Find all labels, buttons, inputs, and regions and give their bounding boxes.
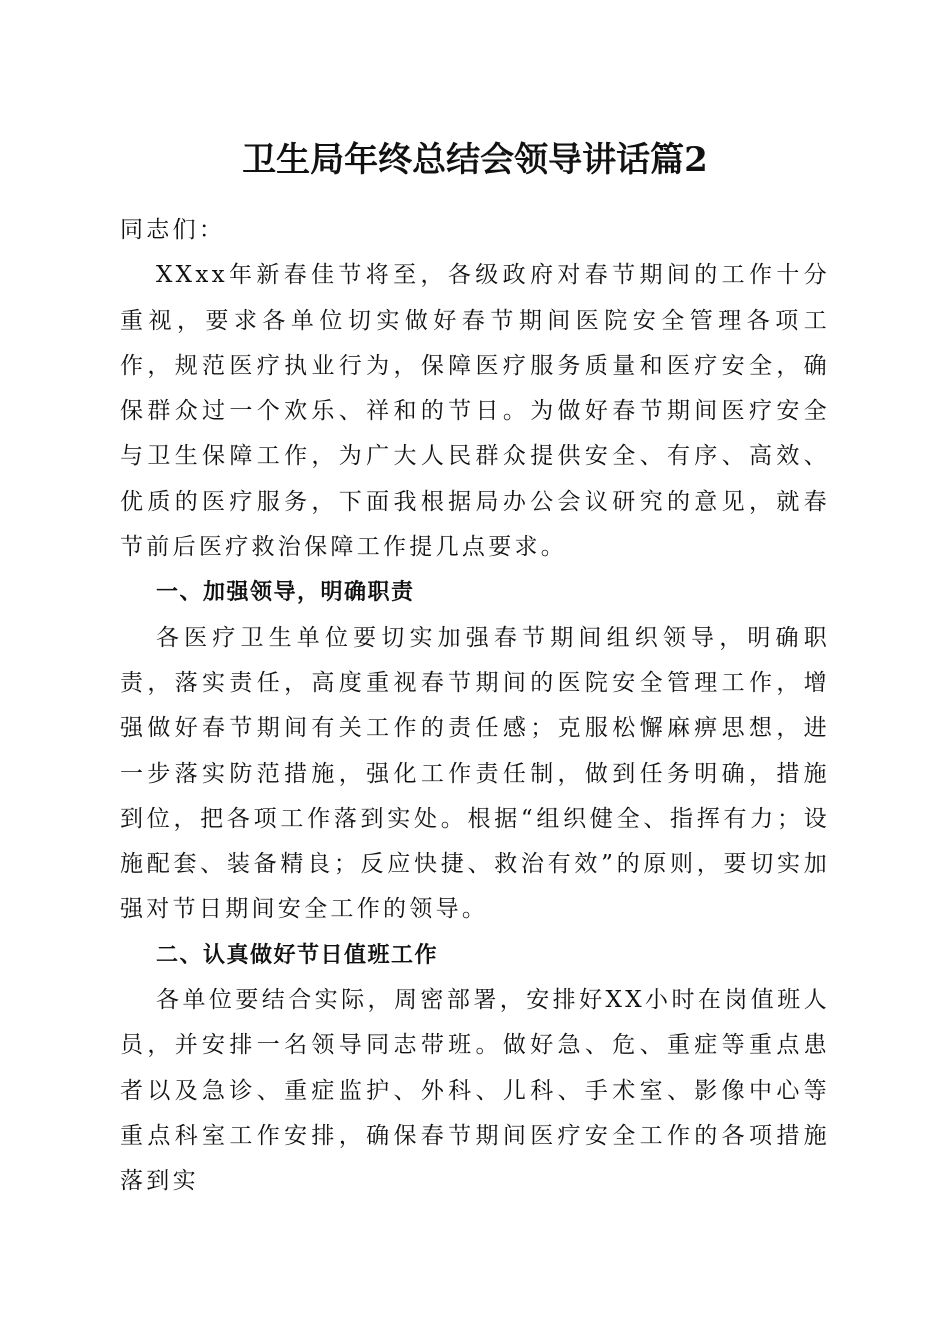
section-paragraph-2: 各单位要结合实际，周密部署，安排好XX小时在岗值班人员，并安排一名领导同志带班。做好急、危、重症等重点患者以及急诊、重症监护、外科、儿科、手术室、影像中心等重点科室工作安排，确保春节期间医疗安全工作的各项措施落到实: [120, 987, 830, 1195]
section-paragraph-1: 各医疗卫生单位要切实加强春节期间组织领导，明确职责，落实责任，高度重视春节期间的医院安全管理工作，增强做好春节期间有关工作的责任感；克服松懈麻痹思想，进一步落实防范措施，强化工作责任制，做到任务明确，措施到位，把各项工作落到实处。根据“组织健全、指挥有力；设施配套、装备精良；反应快捷、救治有效”的原则，要切实加强对节日期间安全工作的领导。: [120, 624, 830, 923]
intro-paragraph: XXxx年新春佳节将至，各级政府对春节期间的工作十分重视，要求各单位切实做好春节期间医院安全管理各项工作，规范医疗执业行为，保障医疗服务质量和医疗安全，确保群众过一个欢乐、祥和的节日。为做好春节期间医疗安全与卫生保障工作，为广大人民群众提供安全、有序、高效、优质的医疗服务，下面我根据局办公会议研究的意见，就春节前后医疗救治保障工作提几点要求。: [120, 262, 830, 561]
document-body: [120, 208, 830, 1205]
section-heading-2: 二、认真做好节日值班工作: [156, 942, 439, 968]
section-heading-1: 一、加强领导，明确职责: [156, 580, 415, 606]
salutation: 同志们：: [120, 217, 226, 243]
document-title: 卫生局年终总结会领导讲话篇2: [242, 140, 708, 180]
